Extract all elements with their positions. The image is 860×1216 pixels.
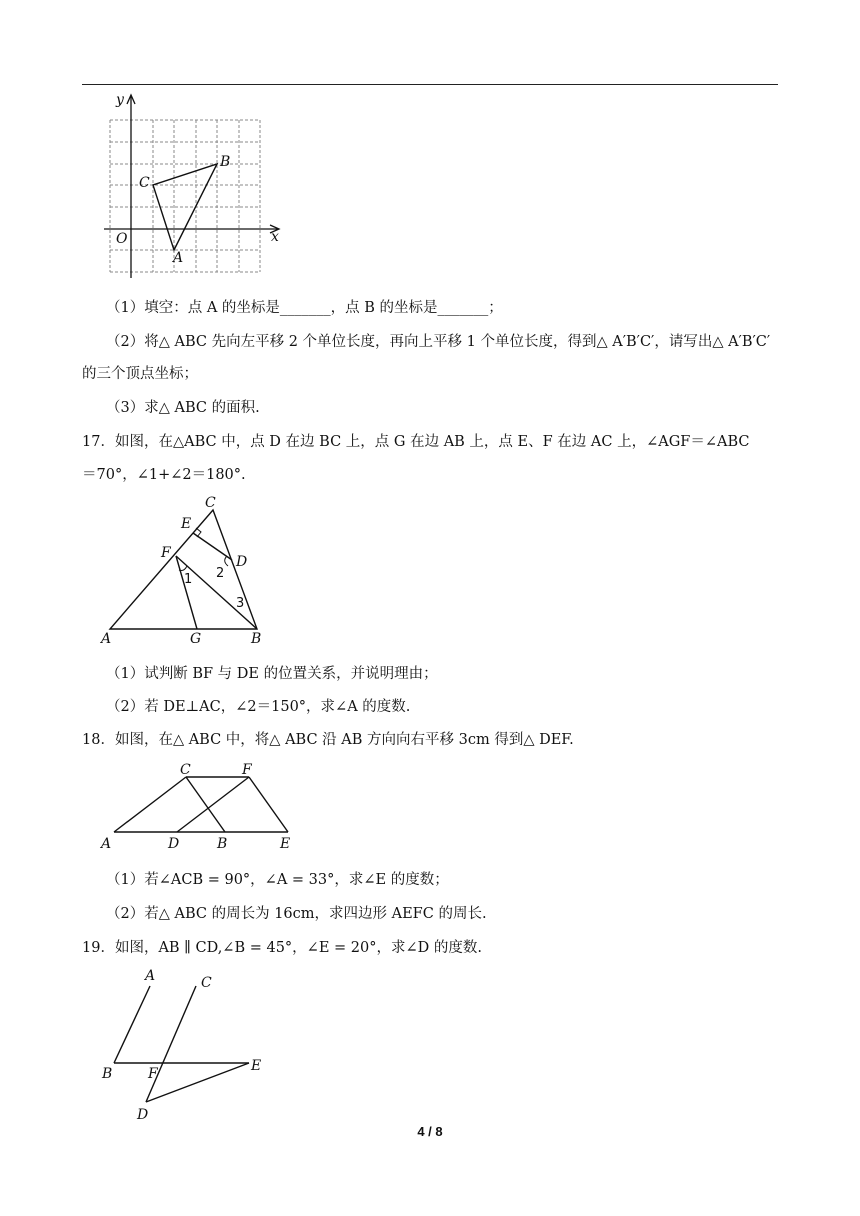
origin-label: O [116, 231, 128, 247]
angle-3-label: 3 [236, 596, 245, 611]
point-a-label: A [173, 250, 184, 266]
label-f: F [242, 762, 252, 778]
q19-stem: 19．如图，AB ∥ CD,∠B = 45°，∠E = 20°，求∠D 的度数. [82, 940, 482, 956]
q16-part2: （2）将△ ABC 先向左平移 2 个单位长度，再向上平移 1 个单位长度，得到△ A′B′C′，请写出△ A′B′C′ [106, 334, 771, 350]
page-number: 4 / 8 [417, 1124, 443, 1139]
q18-stem: 18．如图，在△ ABC 中，将△ ABC 沿 AB 方向向右平移 3cm 得到△ DEF. [82, 732, 574, 748]
angle-2-label: 2 [216, 566, 225, 581]
label-a: A [101, 631, 112, 647]
header-rule [82, 84, 778, 85]
label-d: D [137, 1107, 149, 1123]
triangle-figure-q17 [96, 488, 276, 652]
q17-stem: 17．如图，在△ABC 中，点 D 在边 BC 上，点 G 在边 AB 上，点 E、F 在边 AC 上，∠AGF＝∠ABC [82, 434, 750, 450]
q17-stem-cont: ＝70°，∠1+∠2＝180°. [82, 467, 246, 483]
coordinate-grid-figure [96, 88, 286, 284]
q18-part2: （2）若△ ABC 的周长为 16cm，求四边形 AEFC 的周长. [106, 906, 487, 922]
q17-part2: （2）若 DE⊥AC，∠2＝150°，求∠A 的度数. [106, 699, 411, 715]
label-c: C [201, 975, 212, 991]
label-e: E [181, 516, 192, 532]
label-a: A [145, 968, 156, 984]
label-b: B [217, 836, 228, 852]
translation-figure-q18 [96, 756, 302, 856]
q16-part3: （3）求△ ABC 的面积. [106, 400, 260, 416]
label-d: D [168, 836, 180, 852]
label-b: B [251, 631, 262, 647]
label-c: C [180, 762, 191, 778]
label-g: G [190, 631, 202, 647]
label-e: E [280, 836, 291, 852]
q17-part1: （1）试判断 BF 与 DE 的位置关系，并说明理由； [106, 666, 438, 682]
label-d: D [236, 554, 248, 570]
y-axis-label: y [116, 92, 124, 108]
label-f: F [148, 1066, 158, 1082]
label-c: C [205, 495, 216, 511]
x-axis-label: x [271, 229, 279, 245]
label-e: E [251, 1058, 262, 1074]
angle-1-label: 1 [184, 572, 193, 587]
parallel-lines-figure-q19 [96, 962, 276, 1128]
label-a: A [101, 836, 112, 852]
label-b: B [102, 1066, 113, 1082]
point-b-label: B [220, 154, 231, 170]
q18-part1: （1）若∠ACB = 90°，∠A = 33°，求∠E 的度数； [106, 872, 449, 888]
q16-part1: （1）填空：点 A 的坐标是_______，点 B 的坐标是_______； [106, 300, 503, 316]
point-c-label: C [139, 175, 150, 191]
q16-part2-cont: 的三个顶点坐标； [82, 366, 198, 382]
label-f: F [161, 545, 171, 561]
